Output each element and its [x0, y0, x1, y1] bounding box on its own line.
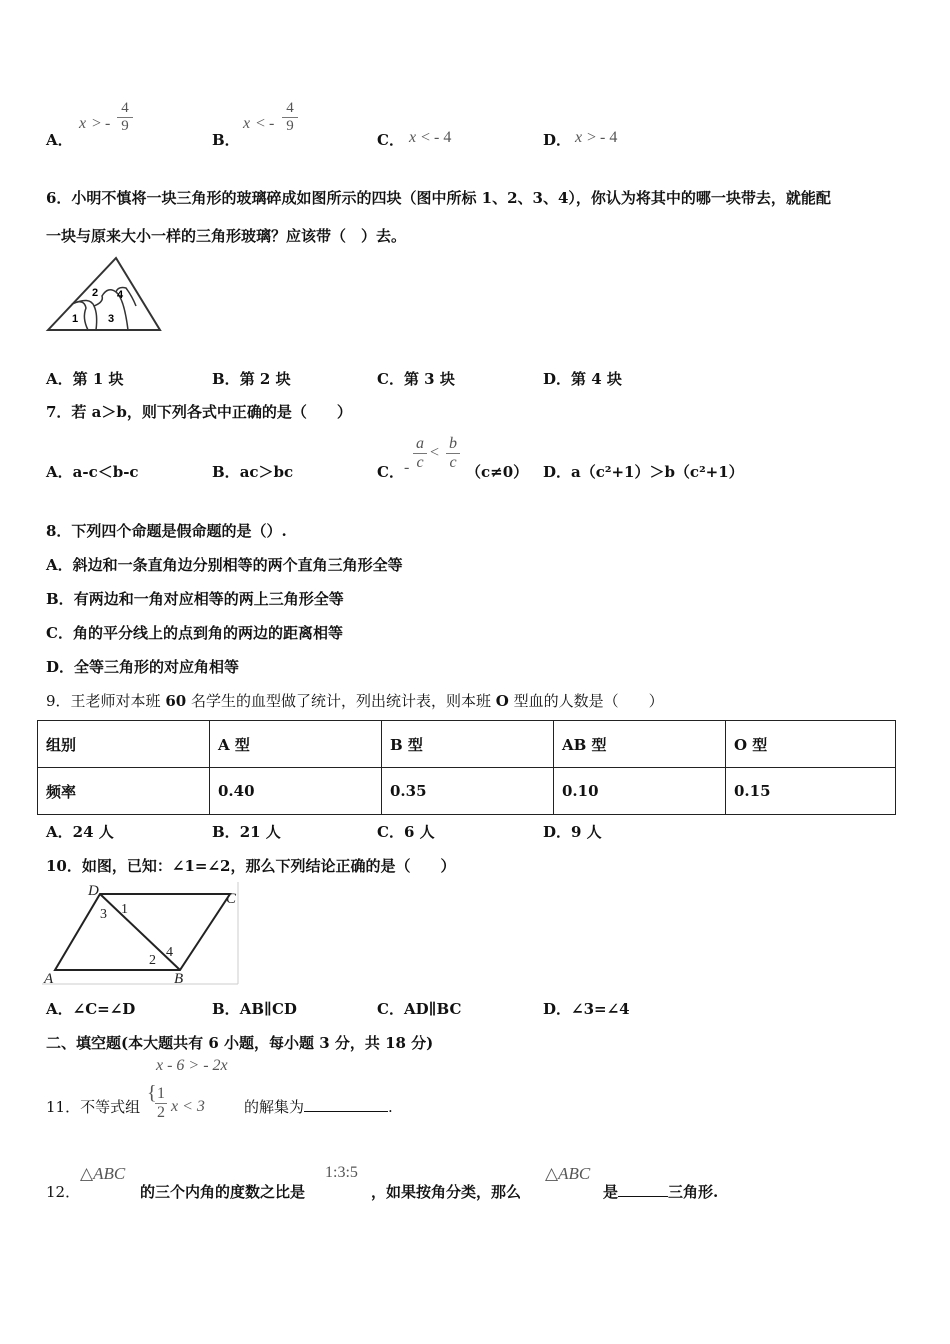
fraction-numerator: 1 — [157, 1085, 165, 1102]
angle-label-4: 4 — [166, 945, 173, 960]
q11-inequality-1: x - 6 > - 2x — [156, 1057, 228, 1074]
q6-option-a-letter: A． — [46, 370, 73, 388]
table-cell: 频率 — [38, 768, 210, 815]
q10-stem: 10．如图，已知：∠1=∠2，那么下列结论正确的是（ ） — [46, 857, 456, 875]
q6-stem-line1: 6．小明不慎将一块三角形的玻璃碎成如图所示的四块（图中所标 1、2、3、4），你认为将其中的哪一块带去，就能配 — [46, 189, 831, 207]
q6-option-a-text: 第 1 块 — [72, 370, 124, 388]
q6-option-c-text: 第 3 块 — [403, 370, 455, 388]
q7-option-c-op: < — [430, 444, 440, 461]
q10-option-c-letter: C． — [377, 1000, 404, 1018]
q11-mid-text: 的解集为 — [244, 1098, 305, 1116]
q9-option-c-text: 6 人 — [403, 823, 435, 841]
q12-triangle-2: △ABC — [545, 1164, 591, 1183]
q5-option-b-var: x — [243, 115, 251, 132]
q9-stem-part: 名学生的血型做了统计，列出统计表，则本班 — [186, 692, 496, 710]
vertex-label-c: C — [226, 891, 237, 907]
q5-option-b-letter: B． — [212, 131, 240, 149]
q7-stem: 7．若 a＞b，则下列各式中正确的是（ ） — [46, 403, 352, 421]
section-2-title: 二、填空题(本大题共有 6 小题，每小题 3 分，共 18 分) — [46, 1034, 434, 1052]
q9-option-b-text: 21 人 — [239, 823, 281, 841]
table-cell: AB 型 — [554, 721, 726, 768]
fraction-numerator: 4 — [121, 100, 129, 116]
q5-option-d-op: > - 4 — [587, 129, 618, 146]
q8-option-d-letter: D． — [46, 658, 75, 676]
q12-text-1: 的三个内角的度数之比是 — [140, 1183, 306, 1201]
table-cell: A 型 — [210, 721, 382, 768]
fraction-numerator: 4 — [286, 100, 294, 116]
q12-text-3: 是 — [603, 1183, 619, 1201]
q6-stem-line2: 一块与原来大小一样的三角形玻璃？应该带（ ）去。 — [46, 227, 407, 245]
fraction-denominator: c — [413, 453, 427, 472]
table-cell: 0.10 — [554, 768, 726, 815]
q11-brace: { — [147, 1082, 157, 1104]
q6-option-d-letter: D． — [543, 370, 572, 388]
q9-option-a-text: 24 人 — [72, 823, 114, 841]
q5-option-a-letter: A． — [46, 131, 73, 149]
q6-option-c-letter: C． — [377, 370, 404, 388]
q5-option-c-letter: C． — [377, 131, 404, 149]
q5-option-d-var: x — [575, 129, 583, 146]
fraction-numerator: a — [416, 435, 424, 452]
q7-option-d-text: a（c²+1）＞b（c²+1） — [571, 463, 744, 481]
fraction-denominator: 9 — [282, 117, 298, 135]
q8-option-b-letter: B． — [46, 590, 74, 608]
table-cell: B 型 — [382, 721, 554, 768]
q9-stem-count: 60 — [165, 692, 187, 710]
q10-option-a-text: ∠C=∠D — [72, 1000, 136, 1018]
q12-prefix: 12． — [46, 1183, 81, 1201]
q11-answer-line — [244, 1096, 393, 1117]
fraction-denominator: 9 — [117, 117, 133, 135]
q12-triangle-1: △ABC — [80, 1164, 126, 1183]
q8-option-c-letter: C． — [46, 624, 73, 642]
q5-option-c-var: x — [409, 129, 417, 146]
q10-option-a-letter: A． — [46, 1000, 73, 1018]
q9-stem-part: 型血的人数是（ ） — [508, 692, 664, 710]
q5-option-a-var: x — [79, 115, 87, 132]
q6-option-b-text: 第 2 块 — [239, 370, 291, 388]
table-cell: 0.15 — [726, 768, 896, 815]
q8-option-c-text: 角的平分线上的点到角的两边的距离相等 — [72, 624, 343, 642]
q11-fraction — [155, 1085, 167, 1122]
parallelogram-abcd — [55, 894, 230, 970]
q10-parallelogram-figure — [42, 880, 242, 986]
vertex-label-d: D — [88, 883, 99, 899]
q7-option-c-frac1 — [413, 435, 427, 472]
q8-option-a-letter: A． — [46, 556, 73, 574]
q9-stem-part: 9．王老师对本班 — [46, 692, 166, 710]
fraction-denominator: c — [446, 453, 460, 472]
q8-stem: 8．下列四个命题是假命题的是（）. — [46, 522, 287, 540]
q5-option-a-op: > - — [92, 115, 111, 132]
q7-option-b-text: ac＞bc — [239, 463, 294, 481]
piece-label-2: 2 — [92, 287, 99, 299]
q12-text-4: 三角形. — [668, 1183, 719, 1201]
q11-prefix: 11．不等式组 — [46, 1098, 141, 1116]
piece-label-1: 1 — [72, 313, 79, 325]
q8-option-d-text: 全等三角形的对应角相等 — [74, 658, 240, 676]
angle-label-1: 1 — [121, 902, 128, 917]
q9-stem-o: O — [495, 692, 509, 710]
vertex-label-a: A — [44, 971, 54, 986]
q10-option-d-text: ∠3=∠4 — [571, 1000, 630, 1018]
q5-option-b-fraction — [282, 100, 298, 135]
q7-option-c-minus: - — [404, 459, 410, 476]
q10-option-d-letter: D． — [543, 1000, 572, 1018]
q5-option-b-op: < - — [256, 115, 275, 132]
table-row — [38, 768, 896, 815]
q9-option-d-letter: D． — [543, 823, 572, 841]
q6-option-d-text: 第 4 块 — [571, 370, 622, 388]
piece-label-4: 4 — [117, 289, 124, 301]
q12-ratio: 1:3:5 — [325, 1164, 358, 1181]
vertex-label-b: B — [174, 971, 184, 986]
q8-option-b-text: 有两边和一角对应相等的两上三角形全等 — [73, 590, 344, 608]
q9-option-a-letter: A． — [46, 823, 73, 841]
q9-option-c-letter: C． — [377, 823, 404, 841]
piece-label-3: 3 — [108, 313, 115, 325]
table-cell: O 型 — [726, 721, 896, 768]
q7-option-c-letter: C． — [377, 463, 404, 481]
q12-text-2: ，如果按角分类，那么 — [371, 1183, 522, 1201]
q7-option-c-condition: （c≠0） — [466, 463, 529, 481]
q9-stem — [46, 690, 664, 711]
q11-inequality-2: x < 3 — [171, 1098, 205, 1115]
q6-broken-triangle-figure — [44, 256, 164, 336]
q10-option-c-text: AD∥BC — [403, 1000, 462, 1018]
q11-answer-blank[interactable] — [304, 1111, 388, 1112]
q7-option-d-letter: D． — [543, 463, 572, 481]
q6-option-b-letter: B． — [212, 370, 240, 388]
angle-label-2: 2 — [149, 953, 156, 968]
table-cell: 组别 — [38, 721, 210, 768]
q7-option-c-frac2 — [446, 435, 460, 472]
q5-option-d-letter: D． — [543, 131, 572, 149]
q7-option-a-text: a-c＜b-c — [72, 463, 139, 481]
q8-option-a-text: 斜边和一条直角边分别相等的两个直角三角形全等 — [72, 556, 403, 574]
q10-option-b-text: AB∥CD — [239, 1000, 297, 1018]
fraction-numerator: b — [449, 435, 457, 452]
q9-option-b-letter: B． — [212, 823, 240, 841]
q10-option-b-letter: B． — [212, 1000, 240, 1018]
table-header-row — [38, 721, 896, 768]
q11-end-text: . — [388, 1098, 393, 1116]
q9-option-d-text: 9 人 — [571, 823, 602, 841]
fraction-denominator: 2 — [157, 1104, 165, 1121]
table-cell: 0.40 — [210, 768, 382, 815]
angle-label-3: 3 — [100, 907, 107, 922]
q5-option-c-op: < - 4 — [421, 129, 452, 146]
blood-type-table — [37, 720, 896, 815]
q5-option-a-fraction — [117, 100, 133, 135]
q12-answer-line — [603, 1181, 718, 1202]
table-cell: 0.35 — [382, 768, 554, 815]
q12-answer-blank[interactable] — [618, 1196, 668, 1197]
q7-option-a-letter: A． — [46, 463, 73, 481]
q7-option-b-letter: B． — [212, 463, 240, 481]
